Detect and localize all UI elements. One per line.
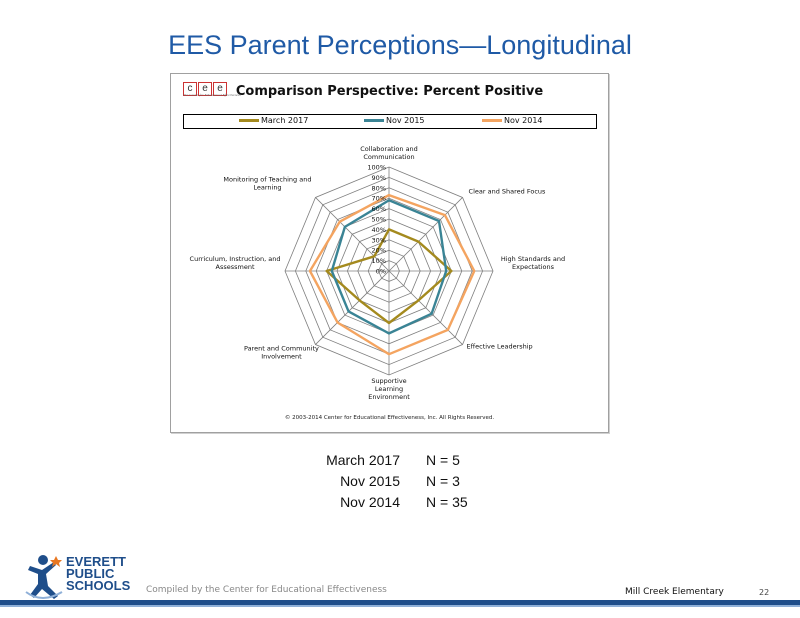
radar-axis-label-line: Effective Leadership: [466, 342, 533, 351]
radar-tick-label: 60%: [371, 205, 386, 214]
radar-axis-label: [223, 175, 311, 191]
radar-axis-label: [360, 145, 418, 161]
radar-axis-label-line: Learning: [253, 183, 282, 192]
radar-axis-label-line: Expectations: [511, 263, 555, 271]
radar-tick-label: 90%: [371, 173, 386, 182]
legend-label: March 2017: [261, 116, 309, 125]
radar-axis-label-line: Communication: [363, 153, 415, 161]
chart-title: Comparison Perspective: Percent Positive: [235, 84, 544, 99]
radar-tick-label: 40%: [371, 225, 386, 234]
sample-size-n: N = 35: [426, 494, 468, 510]
legend-swatch: [239, 119, 259, 122]
sample-size-label: March 2017: [326, 452, 400, 468]
radar-axis-label-line: Supportive: [371, 377, 407, 385]
student-figure-icon: [22, 552, 66, 602]
radar-plot: [171, 134, 608, 414]
radar-tick-label: 20%: [371, 246, 386, 255]
radar-axis-label-line: Curriculum, Instruction, and: [189, 255, 281, 263]
sample-size-label: Nov 2014: [340, 494, 400, 510]
district-name-line: EVERETT: [66, 554, 126, 569]
radar-axis-label: [244, 345, 319, 361]
chart-copyright: © 2003-2014 Center for Educational Effectiveness, Inc. All Rights Reserved.: [284, 415, 495, 421]
radar-axis-label-line: High Standards and: [500, 255, 566, 263]
footer-school-name: Mill Creek Elementary: [625, 587, 724, 597]
district-name-line: SCHOOLS: [66, 578, 131, 593]
radar-axis-label: [469, 187, 546, 195]
radar-tick-label: 70%: [371, 194, 386, 203]
cee-logo-tagline: The Center for Educational Effectiveness: [183, 93, 241, 97]
radar-tick-label: 50%: [371, 215, 386, 224]
radar-axis-label-line: Environment: [368, 393, 410, 401]
sample-size-n: N = 3: [426, 473, 460, 489]
legend-swatch: [364, 119, 384, 122]
chart-legend: [183, 114, 597, 129]
legend-label: Nov 2015: [386, 116, 425, 125]
radar-chart-frame: [170, 73, 609, 433]
radar-tick-label: 30%: [371, 236, 386, 245]
radar-axis-label-line: Parent and Community: [244, 344, 319, 353]
legend-item-series-1: [364, 116, 425, 125]
radar-axis-label-line: Assessment: [215, 263, 255, 271]
slide-title: EES Parent Perceptions—Longitudinal: [168, 30, 632, 60]
radar-tick-label: 10%: [371, 257, 386, 266]
sample-size-label: Nov 2015: [340, 473, 400, 489]
everett-public-schools-logo: [22, 552, 147, 602]
cee-logo-letter: e: [213, 82, 227, 96]
cee-logo-letter: c: [183, 82, 197, 96]
radar-axis-label: [501, 255, 565, 271]
radar-axis-label: [190, 255, 281, 271]
legend-item-series-0: [239, 116, 308, 125]
district-name-line: PUBLIC: [66, 566, 115, 581]
sample-size-n: N = 5: [426, 452, 460, 468]
legend-swatch: [482, 119, 502, 122]
district-name: [66, 556, 130, 592]
radar-tick-label: 100%: [367, 163, 386, 172]
radar-axis-label: [368, 377, 410, 401]
radar-axis-label-line: Clear and Shared Focus: [468, 187, 546, 196]
radar-axis-label-line: Involvement: [261, 352, 302, 361]
radar-axis-label-line: Monitoring of Teaching and: [223, 175, 312, 184]
radar-axis-label-line: Learning: [374, 385, 404, 393]
page-number: 22: [759, 588, 770, 597]
radar-tick-label: 0%: [375, 267, 386, 276]
legend-item-series-2: [482, 116, 543, 125]
cee-logo-letter: e: [198, 82, 212, 96]
legend-label: Nov 2014: [504, 116, 543, 125]
footer-divider-accent: [0, 605, 800, 607]
footer-credit: Compiled by the Center for Educational Effectiveness: [146, 585, 387, 595]
radar-tick-label: 80%: [371, 184, 386, 193]
radar-axis-label: [467, 343, 533, 351]
radar-axis-label-line: Collaboration and: [360, 145, 418, 153]
